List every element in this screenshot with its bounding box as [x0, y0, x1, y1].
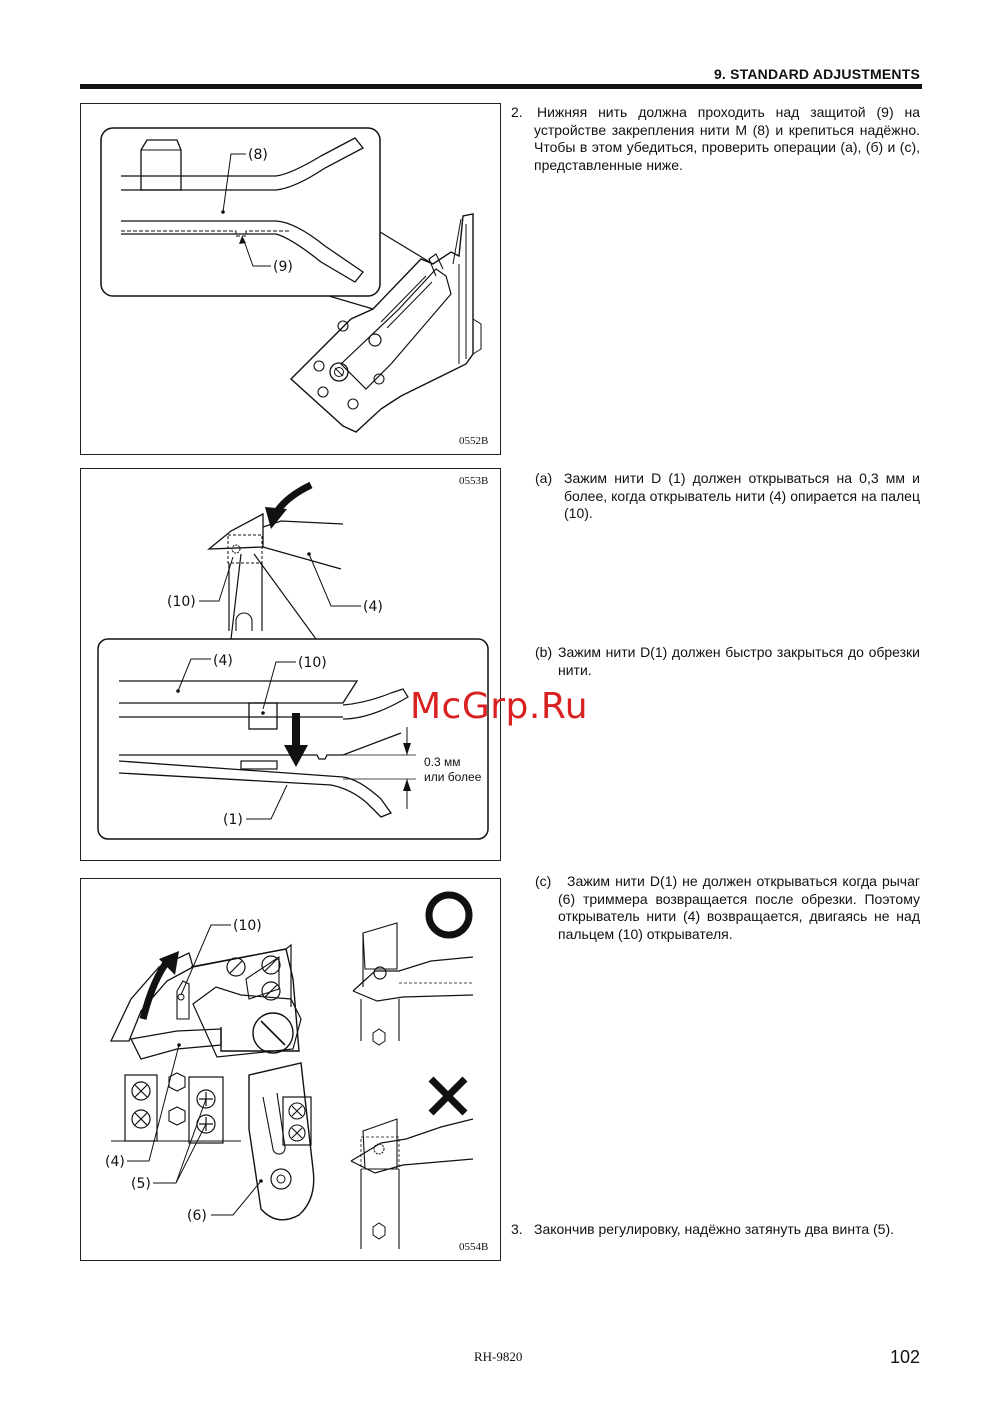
inset-label-1: (1): [223, 812, 243, 828]
figure-0552B: [80, 103, 501, 455]
header-rule: [80, 84, 922, 89]
step-2: [511, 104, 920, 174]
step-3-number: 3.: [511, 1221, 523, 1237]
inset-label-4: (4): [213, 653, 233, 669]
label-6: (6): [187, 1208, 207, 1224]
step-2-text: Нижняя нить должна проходить над защитой (9) на устройстве закрепления нити M (8) и крепиться надёжно. Чтобы в этом убедиться, проверить операции (a), (б) и (c), представленные ниже.: [534, 104, 920, 173]
label-10: (10): [233, 918, 262, 934]
check-a-label: (a): [535, 470, 553, 486]
check-c-text: Зажим нити D(1) не должен открываться когда рычаг (6) триммера возвращается после обрезки. Поэтому открыватель нити (4) возвращается, двигаясь не над пальцем (10) открывателя.: [558, 873, 920, 942]
figure-0554B-drawing: [81, 879, 500, 1260]
section-title: 9. STANDARD ADJUSTMENTS: [713, 66, 920, 82]
step-3-text: Закончив регулировку, надёжно затянуть два винта (5).: [534, 1221, 895, 1237]
label-9: (9): [273, 259, 293, 275]
figure-0553B-drawing: [81, 469, 500, 860]
figure-0553B: [80, 468, 501, 861]
dimension-label-line1: 0.3 мм: [424, 755, 461, 769]
figure-0554B: [80, 878, 501, 1261]
check-c: [535, 873, 920, 943]
label-10: (10): [167, 594, 196, 610]
dimension-label-line2: или более: [424, 770, 482, 784]
step-3: [511, 1221, 920, 1239]
figure-code: 0554B: [459, 1241, 489, 1253]
figure-0552B-drawing: [81, 104, 500, 454]
label-4: (4): [363, 599, 383, 615]
check-c-label: (c): [535, 873, 552, 889]
label-4: (4): [105, 1154, 125, 1170]
watermark: McGrp.Ru: [410, 686, 589, 727]
label-5: (5): [131, 1176, 151, 1192]
check-a-text: Зажим нити D (1) должен открываться на 0,3 мм и более, когда открыватель нити (4) опирается на палец (10).: [564, 470, 920, 521]
footer-model: RH-9820: [474, 1349, 523, 1364]
step-2-number: 2.: [511, 104, 523, 120]
check-b-text: Зажим нити D(1) должен быстро закрыться до обрезки нити.: [558, 644, 920, 678]
check-b-label: (b): [535, 644, 553, 660]
label-8: (8): [248, 147, 268, 163]
check-b: [535, 644, 920, 679]
page-number: 102: [889, 1347, 920, 1367]
check-a: [535, 470, 920, 523]
figure-code: 0553B: [459, 475, 489, 487]
figure-code: 0552B: [459, 435, 489, 447]
inset-label-10: (10): [298, 655, 327, 671]
